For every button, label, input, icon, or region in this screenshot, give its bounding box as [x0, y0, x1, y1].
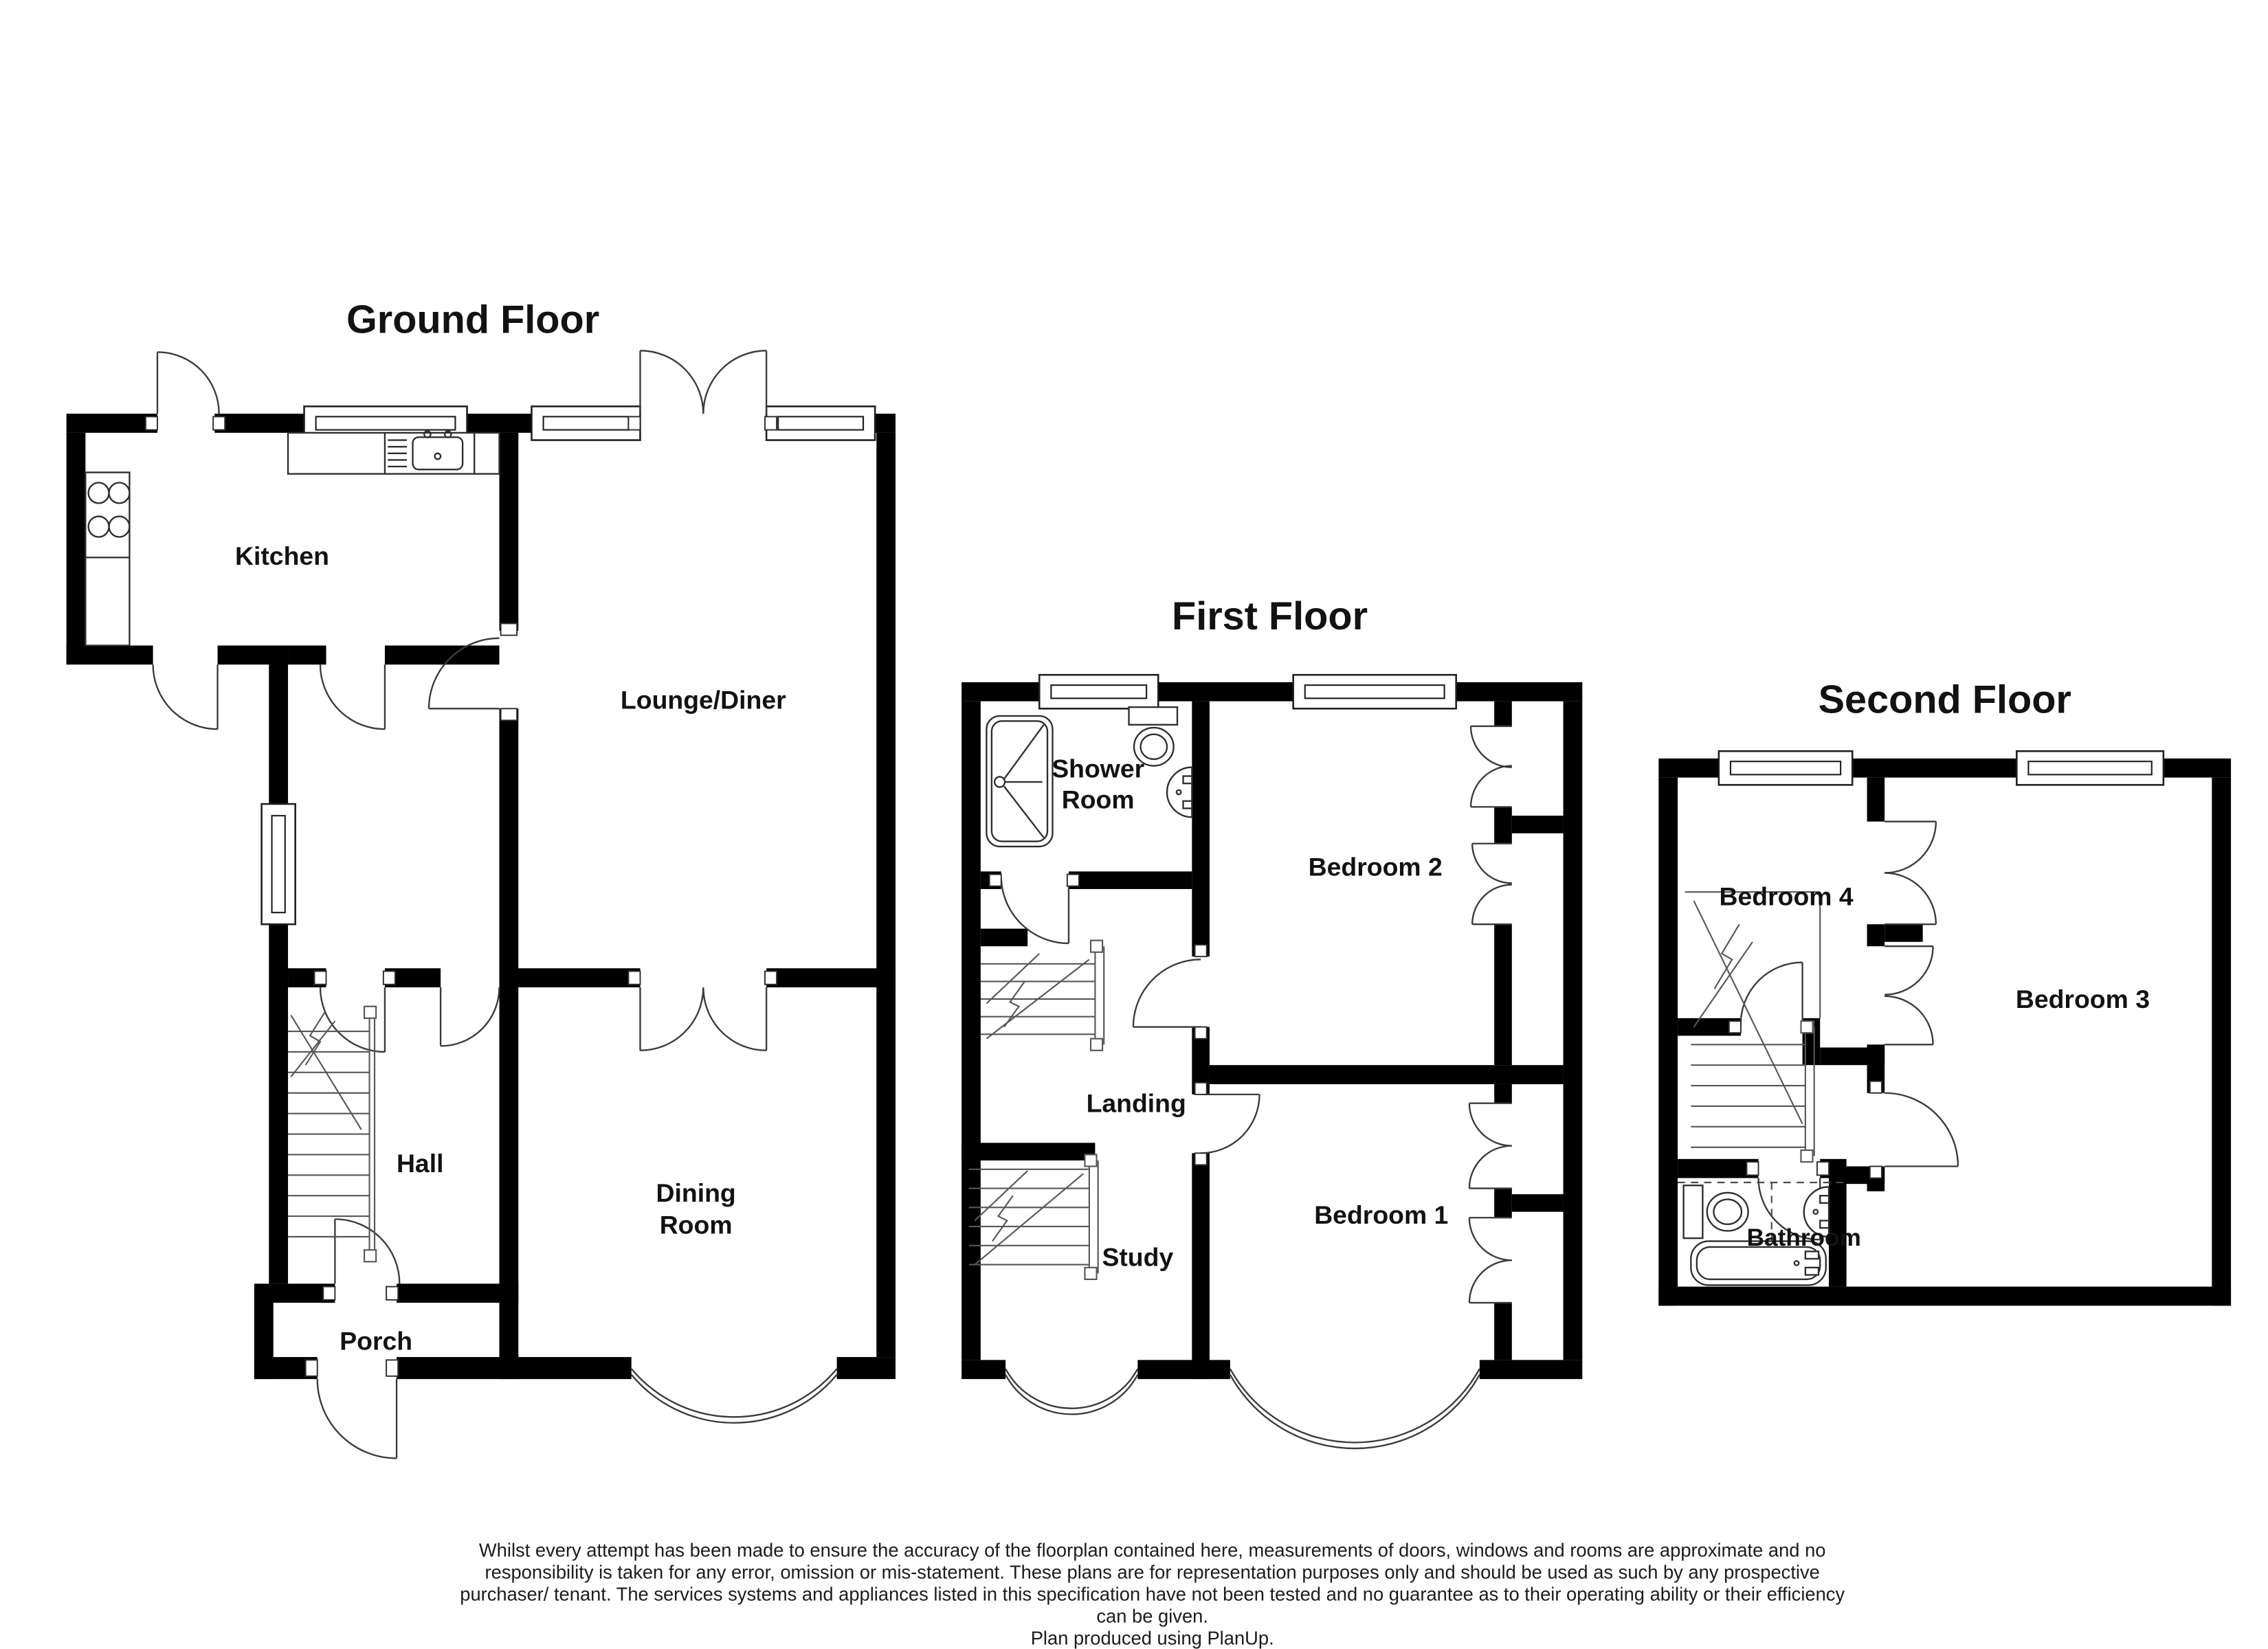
- room-label-landing: Landing: [1086, 1088, 1186, 1118]
- first-floor-walls: [961, 682, 1582, 1379]
- door-arc: [320, 664, 385, 729]
- staircase: [288, 1007, 376, 1262]
- toilet-icon: [1684, 1185, 1748, 1238]
- window: [1293, 675, 1456, 708]
- hob-icon: [85, 473, 129, 646]
- window: [766, 406, 875, 440]
- door-arc: [1201, 1095, 1259, 1153]
- room-label-porch: Porch: [340, 1326, 413, 1356]
- second-floor-plan: [1658, 678, 2231, 1306]
- ground-floor-windows: [262, 406, 876, 924]
- ground-floor-title: Ground Floor: [346, 298, 600, 342]
- room-label-lounge-diner: Lounge/Diner: [620, 685, 786, 715]
- french-doors: [640, 987, 766, 1051]
- disclaimer-credit: Plan produced using PlanUp.: [1030, 1627, 1274, 1649]
- door-arc: [153, 664, 218, 729]
- french-doors: [640, 350, 766, 414]
- disclaimer-line-1: Whilst every attempt has been made to ensure the accuracy of the floorplan contained here, measurements of doors, windows and rooms are approximate and no: [478, 1539, 1826, 1561]
- room-label-bedroom2: Bedroom 2: [1308, 852, 1443, 882]
- room-label-bedroom1: Bedroom 1: [1314, 1200, 1449, 1229]
- room-label-shower-2: Room: [1061, 785, 1135, 814]
- bay-window: [632, 1369, 837, 1423]
- kitchen-counter: [288, 431, 499, 473]
- room-label-dining-1: Dining: [656, 1178, 736, 1207]
- staircase: [969, 1154, 1098, 1279]
- basin-icon: [1167, 767, 1192, 818]
- disclaimer-text: [460, 1539, 1845, 1648]
- ground-floor-plan: [67, 298, 896, 1459]
- door-arc: [157, 352, 219, 414]
- door-arc: [441, 987, 499, 1046]
- window: [1039, 675, 1158, 708]
- room-label-bathroom: Bathroom: [1746, 1224, 1861, 1251]
- room-label-shower-1: Shower: [1052, 754, 1145, 783]
- bay-window: [1230, 1369, 1480, 1448]
- ground-floor-walls: [67, 414, 896, 1379]
- room-label-study: Study: [1102, 1242, 1174, 1272]
- room-label-bedroom4: Bedroom 4: [1719, 882, 1854, 911]
- window: [531, 406, 640, 440]
- door-arc: [318, 1379, 397, 1458]
- staircase: [981, 941, 1104, 1051]
- second-floor-title: Second Floor: [1818, 677, 2071, 722]
- disclaimer-line-3: purchaser/ tenant. The services systems and appliances listed in this specification have not been tested and no guarantee as to their operating ability or their efficiency: [460, 1583, 1845, 1605]
- room-label-hall: Hall: [396, 1149, 444, 1178]
- disclaimer-line-2: responsibility is taken for any error, omission or mis-statement. These plans are for representation purposes only and should be used as such by any prospective: [485, 1561, 1820, 1583]
- room-label-dining-2: Room: [659, 1210, 733, 1239]
- window: [262, 804, 296, 924]
- room-label-kitchen: Kitchen: [234, 541, 329, 571]
- window: [1719, 751, 1852, 785]
- shower-tray-icon: [986, 716, 1052, 846]
- first-floor-title: First Floor: [1172, 594, 1368, 639]
- door-arc: [1885, 1093, 1958, 1167]
- disclaimer-line-4: can be given.: [1096, 1605, 1208, 1627]
- bay-window: [1005, 1369, 1137, 1414]
- first-floor-plan: [961, 594, 1582, 1448]
- room-label-bedroom3: Bedroom 3: [2015, 984, 2150, 1013]
- window: [2016, 751, 2164, 785]
- door-arc: [1133, 959, 1201, 1027]
